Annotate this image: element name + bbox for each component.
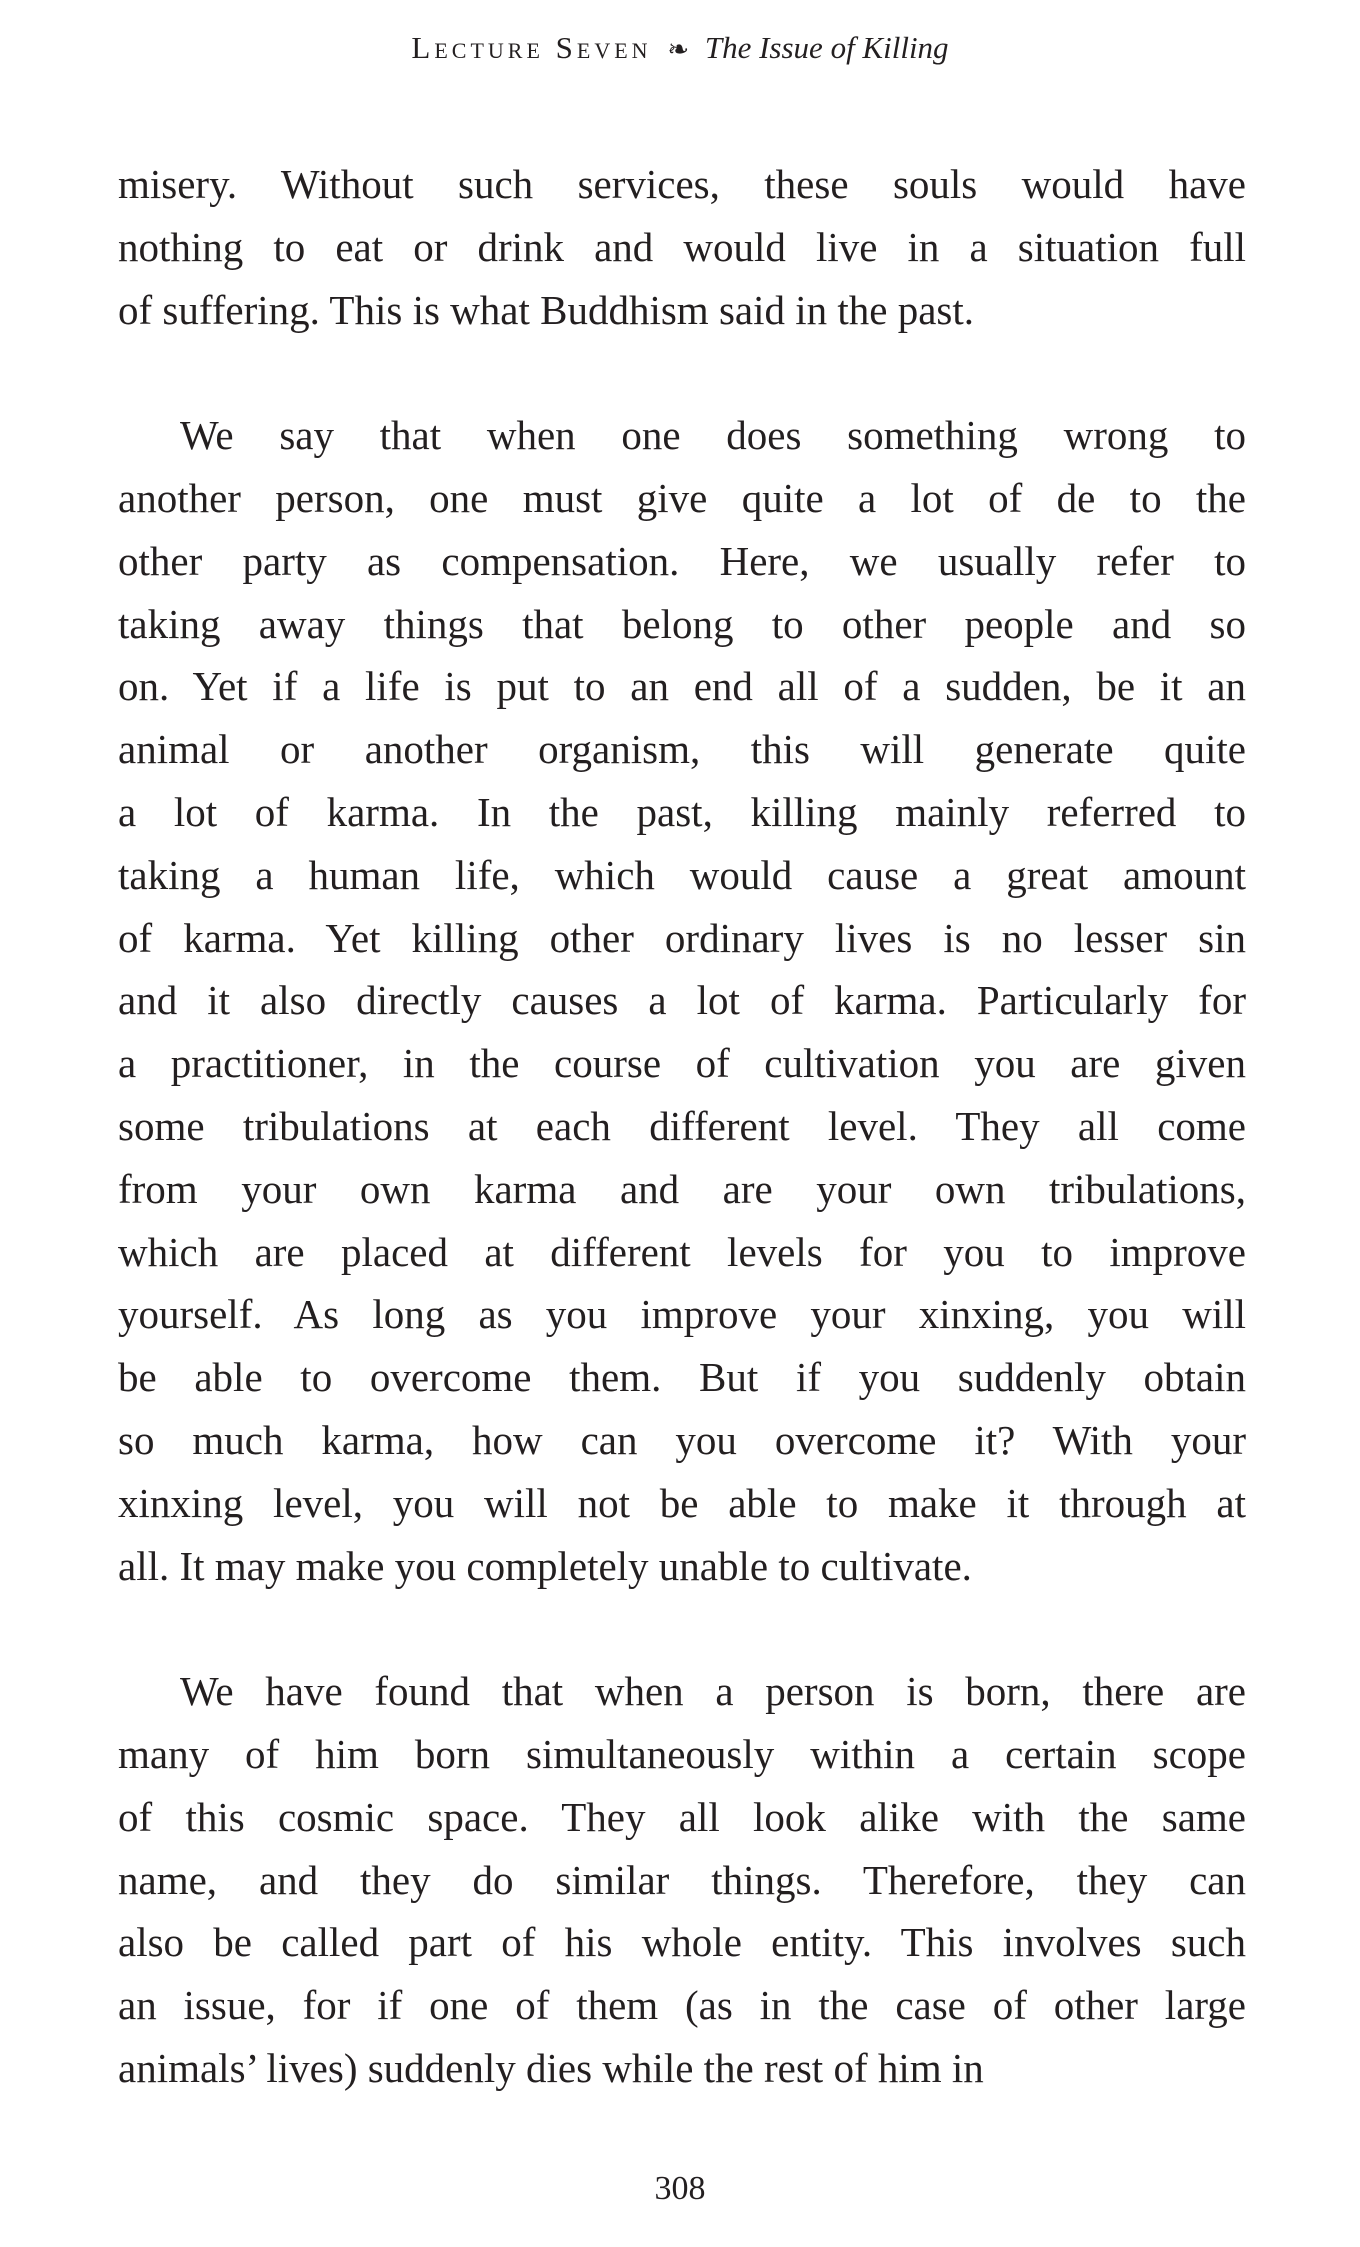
text-line: taking a human life, which would cause a great amount [118, 851, 1246, 898]
text-line: yourself. As long as you improve your xinxing, you will [118, 1291, 1246, 1338]
text-line: also be called part of his whole entity. This involves such [118, 1919, 1246, 1966]
text-line: a lot of karma. In the past, killing mainly referred to [118, 788, 1246, 835]
chapter-title: The Issue of Killing [704, 30, 949, 65]
text-line: animals’ lives) suddenly dies while the rest of him in [118, 2044, 984, 2091]
text-line: animal or another organism, this will generate quite [118, 726, 1246, 773]
fleuron-ornament-icon: ❧ [667, 35, 690, 64]
text-line: misery. Without such services, these souls would have [118, 161, 1246, 207]
text-line: taking away things that belong to other people and so [118, 600, 1246, 647]
text-line: xinxing level, you will not be able to make it through at [118, 1479, 1246, 1526]
text-line: all. It may make you completely unable to cultivate. [118, 1542, 972, 1589]
text-line: and it also directly causes a lot of karma. Particularly for [118, 977, 1246, 1024]
text-line: other party as compensation. Here, we usually refer to [118, 537, 1246, 584]
text-line: of karma. Yet killing other ordinary lives is no lesser sin [118, 914, 1246, 961]
paragraph [118, 404, 1246, 1597]
text-line: We have found that when a person is born, there are [180, 1668, 1246, 1715]
paragraph [118, 1660, 1246, 2100]
text-line: some tribulations at each different level. They all come [118, 1102, 1246, 1149]
text-line: on. Yet if a life is put to an end all of a sudden, be it an [118, 663, 1246, 710]
text-line: a practitioner, in the course of cultivation you are given [118, 1040, 1246, 1087]
text-line: so much karma, how can you overcome it? With your [118, 1416, 1246, 1463]
running-header [0, 26, 1360, 72]
lecture-label: Lecture Seven [411, 30, 652, 65]
page-number: 308 [654, 2170, 706, 2207]
text-line: be able to overcome them. But if you suddenly obtain [118, 1354, 1246, 1401]
text-line: of this cosmic space. They all look alike with the same [118, 1793, 1246, 1840]
text-line: of suffering. This is what Buddhism said in the past. [118, 286, 975, 333]
paragraph [118, 153, 1246, 341]
text-line: We say that when one does something wrong to [180, 412, 1246, 459]
text-line: an issue, for if one of them (as in the case of other large [118, 1982, 1246, 2029]
text-line: another person, one must give quite a lot of de to the [118, 474, 1246, 521]
text-line: which are placed at different levels for you to improve [118, 1228, 1246, 1275]
text-line: name, and they do similar things. Therefore, they can [118, 1856, 1246, 1903]
text-line: nothing to eat or drink and would live in a situation full [118, 223, 1246, 270]
text-line: from your own karma and are your own tribulations, [118, 1165, 1246, 1212]
body-text [118, 153, 1246, 2163]
text-line: many of him born simultaneously within a certain scope [118, 1730, 1246, 1777]
